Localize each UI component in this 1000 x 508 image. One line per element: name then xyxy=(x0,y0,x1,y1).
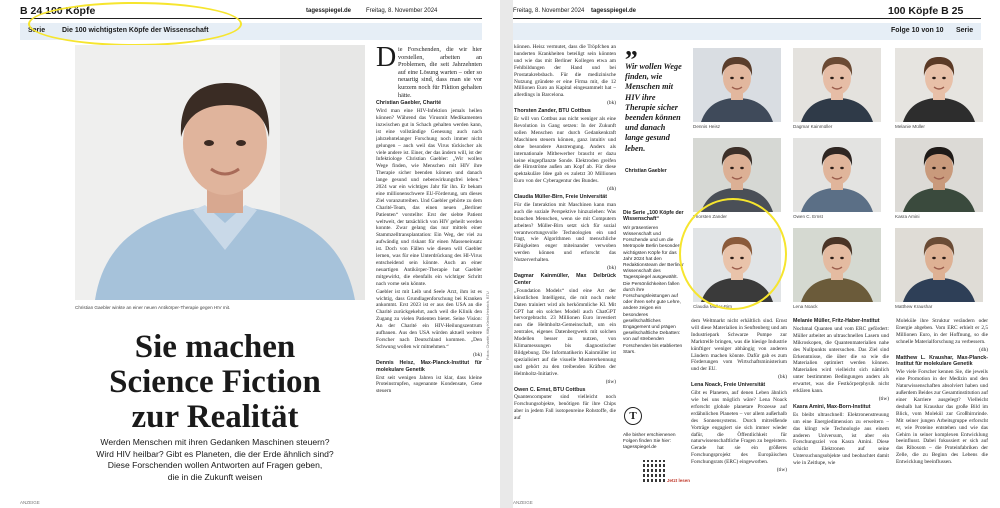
series-link-caption: Alle bisher erschienenen Folgen finden Sie hier: tagesspiegel.de xyxy=(623,433,676,450)
col-a-heading-1: Thorsten Zander, BTU Cottbus xyxy=(514,108,591,115)
right-header-rule xyxy=(513,18,981,19)
deck-line-3: Diese Forschenden wollen Antworten auf Fragen geben, xyxy=(107,460,323,470)
right-folio-row xyxy=(888,5,963,17)
portrait-caption: Kasra Amini xyxy=(895,214,920,219)
headline-line-2: Science Fiction xyxy=(109,364,321,400)
highlight-oval-series-title xyxy=(28,2,242,46)
highlight-circle-claudia xyxy=(679,198,787,310)
portrait-caption: Matthew Kraushar xyxy=(895,304,933,309)
col1-body: Wird man eine HIV-Infektion jemals heilen können? Während das Virusmit Medikamenten inzwischen gut in Schach gehalten werden kann, ist eine vollständige Genesung auch nach jahrzehntelanger Forschung noch immer nicht gelungen – auch weil das Virus tückischer als viele andere ist. Einer, der das ändern will, ist der Infektiologe Christian Gaebler: „Wir wollen Wege finden, wie Menschen mit HIV ihre Therapie sicher beenden können und danach lange gesund und nebenwirkungsfrei leben.“ 2024 war ein wichtiges Jahr für ihn. Er bekam eine millionenschwere EU-Förderung, um dieses Ziel voranzutreiben. Und Gaebler gehörte zu dem Charité-Team, das einen neuen „Berliner Patienten“ vorstellte: Erst der siebte Patient weltweit, der tatsächlich von HIV geheilt werden konnte. Zwar gelang das nur mittels einer Stammzelltransplantation: Ein Weg, der viel zu aufwändig und riskant für einen Masseneinsatz ist. Doch von Fällen wie diesen will Gaebler lernen, was für eine Unterdrückung des HI-Virus entscheidend sein könnte. Auch an einer neuartigen Antikörper-Therapie hat Gaebler mitgewirkt, die ebenfalls ein wichtiger Schritt nach vorne sein könnte. xyxy=(376,108,482,287)
left-brand: tagesspiegel.de xyxy=(306,8,352,14)
left-date: Freitag, 8. November 2024 xyxy=(366,8,438,14)
article-column-c xyxy=(793,318,889,500)
deck-line-2: Wird HIV heilbar? Gibt es Planeten, die der Erde ähnlich sind? xyxy=(96,448,334,459)
right-band-label: Serie xyxy=(956,27,974,34)
col-a-body-1: können. Heisz vermutet, dass die Tröpfchen an hunderten Krankheiten beteiligt sein könnten und wie das mit Berliner Kollegen etwa am Fehlbildungen der Hand und bei Prostatakrebsbach. Für die medizinische Nutzung gründete er eine Firma mit, die 12 Millionen Euro an Kapital eingesammelt hat – allerdings in Barcelona. xyxy=(514,44,616,99)
pull-quote-mark: „ xyxy=(625,32,638,61)
col-d-body-2: Wie viele Forscher kennen Sie, die jeweils eine Promotion in der Medizin und den Naturwissenschaften absolviert haben und außerdem Beides zur Gesamtinstitution auf einer Karriere ausgelegt? Vielleicht deshalb hat Kraushar das große Bild im Blick, vom Molekül zur Großhirnrinde. Mit seiner jungen Arbeitsgruppe erforscht er, wie Proteine entstehen und wie das Gehirn in seiner komplexen Entwicklung beeinflusst. Dabei fokussiert er sich auf das Ribosom – die Proteinfabriken der Zelle, die zu Beginn des Lebens die Entwicklung beeinflussen. xyxy=(896,369,988,466)
col-c-body-2: Es bleibt ultraschnell: Elektronenstreuung um eine Energiedimension zu erweitern – das klingt wie Technologie aus einem anderen Universum, ist aber ein Forschungsziel von Kasra Amini. Diese schickt Elektronen auf seine Untersuchungsobjekte und beobachtet damit wie in Zeitlupe, wie xyxy=(793,411,889,467)
portrait-illustration xyxy=(75,45,365,300)
deck-line-1: Werden Menschen mit ihren Gedanken Maschinen steuern? xyxy=(100,437,330,447)
left-footer-label: ANZEIGE xyxy=(20,500,40,505)
portrait-photo xyxy=(693,48,781,122)
col-b-body-1: dem Weltmarkt nicht erhältlich sind. Ernst will diese Materialien in Senftenberg und am Industriepark Schwarze Pumpe zur Marktreife bringen, was die hiesige Industrie künftiger weniger abhängig von anderen Ländern machen könnte. Dafür gab es zum Förderungen vom Wirtschaftsministerium und der EU. xyxy=(691,318,787,373)
series-box-title: Die Serie „100 Köpfe der Wissenschaft“ xyxy=(623,210,684,223)
portrait-dagmar-kainm-ller xyxy=(793,48,881,122)
col-c-body-1: Nochmal Quanten und vom ERC gefördert: Müller arbeitet an ultraschnellen Lasern und Mikroskopen, die Quantenmaterialien nahe des Nullpunkts untersuchen. Das Ziel sind Erkenntnisse, die über die so wie die Materialien optimiert werden können. Materialien wird vielleicht sich nämlich unter bestimmten Bedingungen anders als erwartet, was die Festkörperphysik nicht erklären kann. xyxy=(793,325,889,395)
col-c-heading-1: Melanie Müller, Fritz-Haber-Institut xyxy=(793,318,880,324)
col2-heading: Dennis Heisz, Max-Planck-Institut für molekulare Genetik xyxy=(376,359,482,373)
left-section-title: 100 Köpfe xyxy=(45,5,96,17)
article-column-left xyxy=(376,42,482,500)
portrait-lena-noack xyxy=(793,228,881,302)
qr-label: Jetzt lesen xyxy=(667,478,691,483)
signature-1: (bk) xyxy=(473,351,482,358)
col1-heading: Christian Gaebler, Charité xyxy=(376,100,442,107)
headline xyxy=(65,330,365,435)
main-photo-christian-gaebler xyxy=(75,45,365,300)
portrait-photo xyxy=(793,228,881,302)
col-a-tail: Quantencomputer sind vielleicht noch Forschungsobjekte, benötigen für ihre Chips aber in jedem Fall isotopenreine Rohstoffe, die auf xyxy=(514,394,616,422)
col-b-body-2: Gibt es Planeten, auf denen Leben ähnlich wie bei uns möglich wäre? Lena Noack erforscht globale planetare Prozesse auf erdähnlichen Planeten – vor allem außerhalb des Sonnensystems. Durch mitreißende Vorträge engagiert sie sich immer wieder dafür, die Öffentlichkeit für naturwissenschaftliche Fragen zu begeistern. Gerade hat sie ein größeres Forschungsprojekt des Europäischen Forschungsrats (ERC) eingeworben. xyxy=(691,390,787,466)
col-b-heading: Lena Noack, Freie Universität xyxy=(691,382,766,389)
col-a-body-4: „Foundation Models“ sind eine Art der künstlichen Intelligenz, die mit noch mehr Daten trainiert wird als herkömmliche KI. Mit GPT hat ein solches Modell auch ChatGPT hervorgebracht. 23 Millionen Euro investiert nun die Helmholtz-Gemeinschaft, um ein zentrales, eigenes Datenbergwerk mit solchen Modellen besser zu nutzen, von Klimamessungen bis diagnostischer Bildgebung. Die Informatikerin Kainmüller ist spezialisiert auf die visuelle Mustererkennung und gehört zu den treibenden Kräften der Helmholtz-Initiative. xyxy=(514,287,616,377)
right-band-series: Folge 10 von 10 xyxy=(891,27,944,34)
right-footer-label: ANZEIGE xyxy=(513,500,533,505)
portrait-photo xyxy=(895,48,983,122)
sig-b: (dh) xyxy=(607,186,616,193)
deck-line-4: die in die Zukunft weisen xyxy=(167,471,263,482)
tagesspiegel-logo: T xyxy=(624,407,642,425)
article-column-d xyxy=(896,318,988,500)
sig-a: (bk) xyxy=(607,100,616,107)
portrait-caption: Lena Noack xyxy=(793,304,818,309)
article-column-a xyxy=(514,44,616,500)
pull-quote: Wir wollen Wege finden, wie Menschen mit HIV ihre Therapie sicher beenden können und danach lange gesund leben. xyxy=(625,62,682,153)
portrait-caption: Dennis Heisz xyxy=(693,124,721,129)
portrait-photo xyxy=(895,228,983,302)
portrait-kasra-amini xyxy=(895,138,983,212)
article-column-b xyxy=(691,318,787,500)
portrait-photo xyxy=(793,138,881,212)
right-folio: B 25 xyxy=(941,5,964,17)
vertical-photo-credit: Fotos: Charité, Kitty Kleist-Heinrich, BTU xyxy=(486,291,490,360)
sig-e: (bk) xyxy=(778,374,787,381)
sig-c: (bk) xyxy=(607,265,616,272)
headline-line-3: zur Realität xyxy=(131,399,299,435)
col-a-heading-2: Claudia Müller-Birn, Freie Universität xyxy=(514,194,608,201)
col-a-body-3: Für die Interaktion mit Maschinen kann man auch die soziale Perspektive hinzuziehen: Was brauchen Menschen, wenn sie mit Computern arbeiten? Müller-Birn setzt sich für sozial verantwortungsvolle Technologien ein und fragt, wie Algorithmen und menschliche Fähigkeiten enger miteinander verwoben werden können und erforscht das Nutzerverhalten. xyxy=(514,201,616,264)
deck xyxy=(40,437,390,483)
left-folio: B 24 xyxy=(20,5,43,17)
sig-d: (tiw) xyxy=(605,378,616,385)
col2-tail: Erst seit wenigen Jahren ist klar, dass kleine Proteinstrupfen, sogenannte Kondensate, Gene steuern xyxy=(376,374,482,395)
col-d-heading: Matthew L. Kraushar, Max-Planck-Institut für molekulare Genetik xyxy=(896,354,988,368)
col-a-body-2: Er will von Cottbus aus nicht weniger als eine Revolution in Gang setzen: In der Zukunft sollen Menschen nur durch Gedankenkraft Maschinen steuern können, ganz intuitiv und ohne besondere Anstrengung. Anders als internationale Mitbewerber braucht er dazu keine eingepflanzte Sonde. Elektroden greifen die Hirnströme außen am Kopf ab. Für diese spektakuläre Idee gab es zuletzt 30 Millionen Euro von der Cyberagentur des Bundes. xyxy=(514,116,616,185)
col-c-heading-2: Kasra Amini, Max-Born-Institut xyxy=(793,403,871,410)
series-info-box xyxy=(623,210,685,395)
portrait-owen-c-ernst xyxy=(793,138,881,212)
main-photo-caption: Christian Gaebler winkte an einer neuen Antikörper-Therapie gegen HIV mit. xyxy=(75,305,231,310)
col2-body: Gaebler ist mit Leib und Seele Arzt, ihm ist es wichtig, dass Grundlagenforschung bei Kranken ankommt. Erst 2023 ist er aus den USA an die Charité zurückgekehrt, auch weil die Klinik den Zugang zu vielen Patienten bietet. Seine Vision: An der Charité ein HIV-Heilungszentrum aufbauen. Aus den USA würden aktuell weitere Forscher nach Deutschland kommen. „Den Schwung wollen wir mitnehmen.“ xyxy=(376,288,482,350)
page-gutter xyxy=(500,0,513,508)
right-page xyxy=(513,0,1000,508)
right-brand: tagesspiegel.de xyxy=(591,8,637,14)
pull-quote-attribution: Christian Gaebler xyxy=(625,168,667,174)
headline-line-1: Sie machen xyxy=(134,329,296,365)
portrait-dennis-heisz xyxy=(693,48,781,122)
drop-cap: D xyxy=(376,42,397,73)
sig-h: (dh) xyxy=(979,346,988,353)
portrait-caption: Claudia Müller-Birn xyxy=(693,304,733,309)
portrait-caption: Thorsten Zander xyxy=(693,214,727,219)
col-a-heading-3: Dagmar Kainmüller, Max Delbrück Center xyxy=(514,273,616,286)
portrait-caption: Melanie Müller xyxy=(895,124,925,129)
portrait-melanie-m-ller xyxy=(895,48,983,122)
col-d-body-1: Moleküle ihre Struktur verändern oder Energie abgeben. Vom ERC erhielt er 2,5 Millionen Euro, in der Hoffnung, so die schnelle Materialforschung zu verbessern. xyxy=(896,318,988,345)
col-a-heading-4: Owen C. Ernst, BTU Cottbus xyxy=(514,386,586,393)
qr-code[interactable] xyxy=(643,460,665,482)
portrait-photo xyxy=(895,138,983,212)
left-band-label: Serie xyxy=(28,27,46,34)
series-box-text: Wir präsentieren Wissenschaft und Forschende und um die Metropole Berlin besonders wichtigsten Köpfe für das Jahr 2024 hat den Redaktionsteam der Berliner Wissenschaft des Tagesspiegel ausgewählt. Die Persönlichkeiten fallen durch ihre Forschungsleistungen auf oder ihren sehr gute Lehre, andere zeigen ein besonderes gesellschaftliches Engagement und prägen gesellschaftliche Debatten: von auf strebenden Forschenden bis etablierten Stars. xyxy=(623,225,684,355)
intro-paragraph: ie Forschenden, die wir hier vorstellen, arbeiten an Problemen, die seit Jahrzehnten auf eine Lösung warten – oder so neuartig sind, dass man sie vor kurzem noch für Fiktion gehalten hätte. xyxy=(398,46,482,99)
portrait-photo xyxy=(793,48,881,122)
portrait-caption: Owen C. Ernst xyxy=(793,214,823,219)
right-section-title: 100 Köpfe xyxy=(888,5,939,17)
portrait-matthew-kraushar xyxy=(895,228,983,302)
left-band-title: Die 100 wichtigsten Köpfe der Wissenschaft xyxy=(62,27,209,34)
sig-f: (tiw) xyxy=(776,467,787,474)
right-date: Freitag, 8. November 2024 xyxy=(513,8,585,14)
sig-g: (tiw) xyxy=(878,395,889,402)
portrait-caption: Dagmar Kainmüller xyxy=(793,124,833,129)
